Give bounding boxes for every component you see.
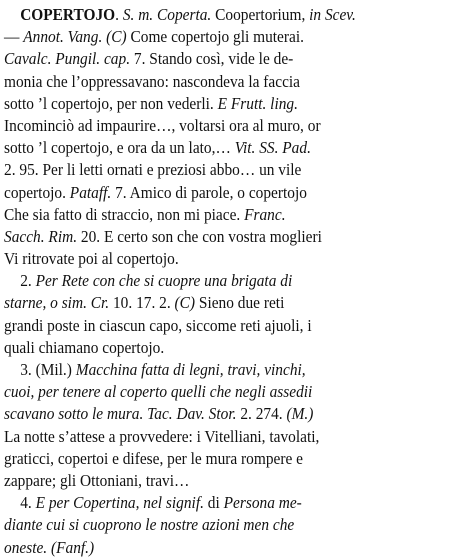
entry-line xyxy=(4,470,466,492)
entry-text: graticci, copertoi e difese, per le mura rompere e xyxy=(4,448,303,468)
entry-line xyxy=(4,359,466,381)
entry-text: Sieno due reti xyxy=(195,293,285,313)
entry-text: grandi poste in ciascun capo, siccome reti ajuoli, i xyxy=(4,315,312,335)
entry-text: — xyxy=(4,27,24,47)
entry-line xyxy=(4,492,466,514)
entry-text: 4. xyxy=(20,493,36,513)
entry-line xyxy=(4,403,466,425)
entry-text: zappare; gli Ottoniani, travi… xyxy=(4,470,190,490)
italic-text: Vit. SS. Pad. xyxy=(234,138,311,158)
entry-line xyxy=(4,115,466,137)
entry-text: . xyxy=(115,5,123,24)
entry-line xyxy=(4,248,466,270)
entry-text: di xyxy=(203,493,224,513)
italic-text: E per Copertina, nel signif. xyxy=(35,493,204,513)
entry-line xyxy=(4,93,466,115)
entry-text: Coopertorium, xyxy=(211,5,310,24)
italic-text: oneste. (Fanf.) xyxy=(4,537,95,557)
entry-line xyxy=(4,426,466,448)
entry-line xyxy=(4,270,466,292)
italic-text: starne, o sim. Cr. xyxy=(4,293,110,313)
italic-text: Per Rete con che si cuopre una brigata di xyxy=(35,271,293,291)
entry-text: 7. Stando così, vide le de- xyxy=(130,49,294,69)
entry-line xyxy=(4,71,466,93)
entry-line xyxy=(4,292,466,314)
entry-text: Come copertojo gli muterai. xyxy=(126,27,304,47)
entry-line xyxy=(4,381,466,403)
entry-text: 2. 274. xyxy=(236,404,287,424)
entry-line xyxy=(4,226,466,248)
italic-text: Sacch. Rim. xyxy=(4,226,78,246)
italic-text: Macchina fatta di legni, travi, vinchi, xyxy=(75,360,306,379)
entry-line xyxy=(4,4,466,26)
entry-line xyxy=(4,182,466,204)
entry-line xyxy=(4,159,466,181)
entry-text: sotto ’l copertojo, e ora da un lato,… xyxy=(4,138,235,158)
entry-line xyxy=(4,204,466,226)
italic-text: scavano sotto le mura. Tac. Dav. Stor. xyxy=(4,404,237,424)
entry-text: 2. 95. Per li letti ornati e preziosi abbo… un vile xyxy=(4,160,302,180)
italic-text: Annot. Vang. (C) xyxy=(23,27,127,47)
italic-text: Pataff. xyxy=(69,182,112,202)
entry-text: Vi ritrovate poi al copertojo. xyxy=(4,249,179,269)
italic-text: Cavalc. Pungil. cap. xyxy=(4,49,131,69)
entry-text: 10. 17. 2. xyxy=(109,293,175,313)
entry-text: copertojo. xyxy=(4,182,70,202)
entry-line xyxy=(4,448,466,470)
entry-line xyxy=(4,337,466,359)
italic-text: E Frutt. ling. xyxy=(217,93,298,113)
italic-text: S. m. Coperta. xyxy=(122,5,212,24)
entry-line xyxy=(4,48,466,70)
entry-text: Incominciò ad impaurire…, voltarsi ora al muro, or xyxy=(4,115,321,135)
entry-text: 2. xyxy=(20,271,36,291)
entry-line xyxy=(4,315,466,337)
entry-text: La notte s’attese a provvedere: i Vitelliani, tavolati, xyxy=(4,426,320,446)
italic-text: in Scev. xyxy=(309,5,356,24)
entry-text: Che sia fatto di straccio, non mi piace. xyxy=(4,204,245,224)
entry-line xyxy=(4,26,466,48)
italic-text: diante cui si cuoprono le nostre azioni men che xyxy=(4,515,295,535)
entry-text: 7. Amico di parole, o copertojo xyxy=(111,182,307,202)
italic-text: (C) xyxy=(174,293,196,313)
entry-line xyxy=(4,537,466,559)
headword: COPERTOJO xyxy=(20,5,116,24)
italic-text: Franc. xyxy=(244,204,286,224)
entry-text: 20. E certo son che con vostra moglieri xyxy=(77,226,322,246)
italic-text: cuoi, per tenere al coperto quelli che negli assedii xyxy=(4,382,313,402)
entry-text: sotto ’l copertojo, per non vederli. xyxy=(4,93,218,113)
entry-text: monia che l’oppressavano: nascondeva la faccia xyxy=(4,71,301,91)
italic-text: (M.) xyxy=(286,404,314,424)
entry-text: 3. (Mil.) xyxy=(20,360,76,379)
entry-line xyxy=(4,137,466,159)
entry-text: quali chiamano copertojo. xyxy=(4,337,165,357)
italic-text: Persona me- xyxy=(223,493,302,513)
dictionary-entry xyxy=(4,4,466,559)
entry-line xyxy=(4,514,466,536)
